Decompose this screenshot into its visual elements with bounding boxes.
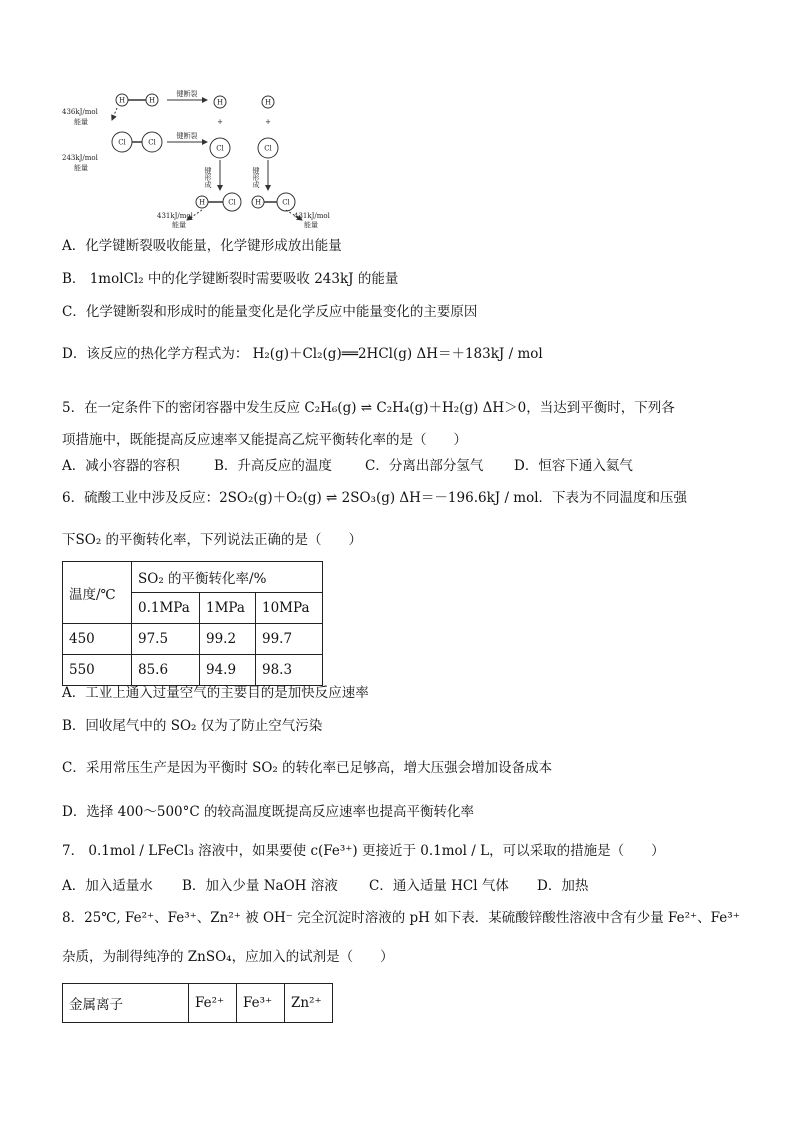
q7-option-a: A．加入适量水 [62, 878, 153, 894]
q5-stem-line-1: 5．在一定条件下的密闭容器中发生反应 C₂H₆(g) ⇌ C₂H₄(g)＋H₂(g) ΔH＞0，当达到平衡时，下列各 [62, 400, 675, 416]
hcl-energy-left: 431kJ/mol [157, 212, 193, 220]
table-header-ion: 金属离子 [63, 984, 189, 1023]
q4-option-a: A．化学键断裂吸收能量，化学键形成放出能量 [62, 238, 342, 254]
plus-sign: + [265, 118, 271, 126]
q5-stem-line-2: 项措施中，既能提高反应速率又能提高乙烷平衡转化率的是（ ） [62, 432, 467, 448]
q4-option-c: C．化学键断裂和形成时的能量变化是化学反应中能量变化的主要原因 [62, 304, 478, 320]
table-cell: 85.6 [132, 655, 200, 686]
q7-option-c: C．通入适量 HCl 气体 [369, 878, 509, 894]
q5-option-b: B．升高反应的温度 [214, 458, 332, 474]
table-header-zn2: Zn²⁺ [285, 984, 333, 1023]
cl-energy-unit: 能量 [74, 164, 88, 172]
q7-option-b: B．加入少量 NaOH 溶液 [182, 878, 338, 894]
table-pressure-header: 10MPa [256, 593, 323, 624]
table-pressure-header: 0.1MPa [132, 593, 200, 624]
table-corner-header: 温度/℃ [63, 562, 132, 624]
atom-label: Cl [264, 144, 272, 153]
atom-label: Cl [118, 138, 126, 147]
hcl-energy-right: 431kJ/mol [294, 212, 330, 220]
q8-stem-line-1: 8．25℃, Fe²⁺、Fe³⁺、Zn²⁺ 被 OH⁻ 完全沉淀时溶液的 pH 如下表．某硫酸锌酸性溶液中含有少量 Fe²⁺、Fe³⁺ [62, 910, 740, 926]
q4-option-d: D．该反应的热化学方程式为： H₂(g)＋Cl₂(g)══2HCl(g) ΔH＝＋183kJ / mol [62, 346, 543, 362]
table-header-fe3: Fe³⁺ [237, 984, 285, 1023]
q6-option-c: C．采用常压生产是因为平衡时 SO₂ 的转化率已足够高，增大压强会增加设备成本 [62, 760, 553, 776]
q4-option-b: B． 1molCl₂ 中的化学键断裂时需要吸收 243kJ 的能量 [62, 271, 399, 287]
q6-option-b: B．回收尾气中的 SO₂ 仅为了防止空气污染 [62, 718, 323, 734]
table-cell: 99.7 [256, 624, 323, 655]
bond-form-label-1: 键形成 [204, 167, 212, 188]
q6-stem-line-1: 6．硫酸工业中涉及反应：2SO₂(g)＋O₂(g) ⇌ 2SO₃(g) ΔH＝－196.6kJ / mol．下表为不同温度和压强 [62, 490, 688, 506]
table-group-header: SO₂ 的平衡转化率/% [132, 562, 323, 593]
cl-energy-label: 243kJ/mol [62, 154, 98, 162]
atom-label: H [216, 98, 224, 107]
table-cell-temp: 550 [63, 655, 132, 686]
atom-label: H [264, 98, 272, 107]
atom-label: Cl [216, 144, 224, 153]
q8-stem-line-2: 杂质，为制得纯净的 ZnSO₄，应加入的试剂是（ ） [62, 949, 394, 965]
q5-option-a: A．减小容器的容积 [62, 458, 180, 474]
so2-conversion-table [62, 561, 323, 686]
atom-label: H [148, 96, 156, 105]
bond-energy-diagram [62, 82, 362, 236]
q7-options [62, 876, 588, 896]
plus-sign: + [217, 118, 223, 126]
table-cell: 94.9 [200, 655, 256, 686]
table-cell-temp: 450 [63, 624, 132, 655]
hcl-energy-right-unit: 能量 [304, 221, 318, 229]
table-header-fe2: Fe²⁺ [189, 984, 237, 1023]
q5-option-d: D．恒容下通入氦气 [514, 458, 633, 474]
atom-label: Cl [282, 198, 290, 207]
q5-options [62, 456, 633, 476]
table-cell: 97.5 [132, 624, 200, 655]
q7-option-d: D．加热 [537, 878, 589, 894]
atom-label: Cl [148, 138, 156, 147]
q6-option-d: D．选择 400～500°C 的较高温度既提高反应速率也提高平衡转化率 [62, 804, 475, 820]
metal-ion-table [62, 983, 333, 1023]
bond-break-label: 键断裂 [176, 132, 198, 140]
atom-label: H [118, 96, 126, 105]
q7-stem: 7． 0.1mol / LFeCl₃ 溶液中，如果要使 c(Fe³⁺) 更接近于 0.1mol / L，可以采取的措施是（ ） [62, 843, 665, 859]
hcl-energy-left-unit: 能量 [172, 221, 186, 229]
q6-stem-line-2: 下SO₂ 的平衡转化率，下列说法正确的是（ ） [62, 532, 363, 548]
table-pressure-header: 1MPa [200, 593, 256, 624]
h-energy-label: 436kJ/mol [62, 108, 98, 116]
h-energy-unit: 能量 [74, 118, 88, 126]
table-cell: 99.2 [200, 624, 256, 655]
atom-label: H [198, 198, 206, 207]
bond-break-label: 键断裂 [176, 90, 198, 98]
q5-option-c: C．分离出部分氢气 [365, 458, 484, 474]
bond-form-label-2: 键形成 [252, 167, 260, 188]
table-row [63, 655, 323, 686]
table-cell: 98.3 [256, 655, 323, 686]
atom-label: H [254, 198, 262, 207]
q6-option-a: A．工业上通入过量空气的主要目的是加快反应速率 [62, 685, 369, 701]
table-row [63, 624, 323, 655]
atom-label: Cl [228, 198, 236, 207]
